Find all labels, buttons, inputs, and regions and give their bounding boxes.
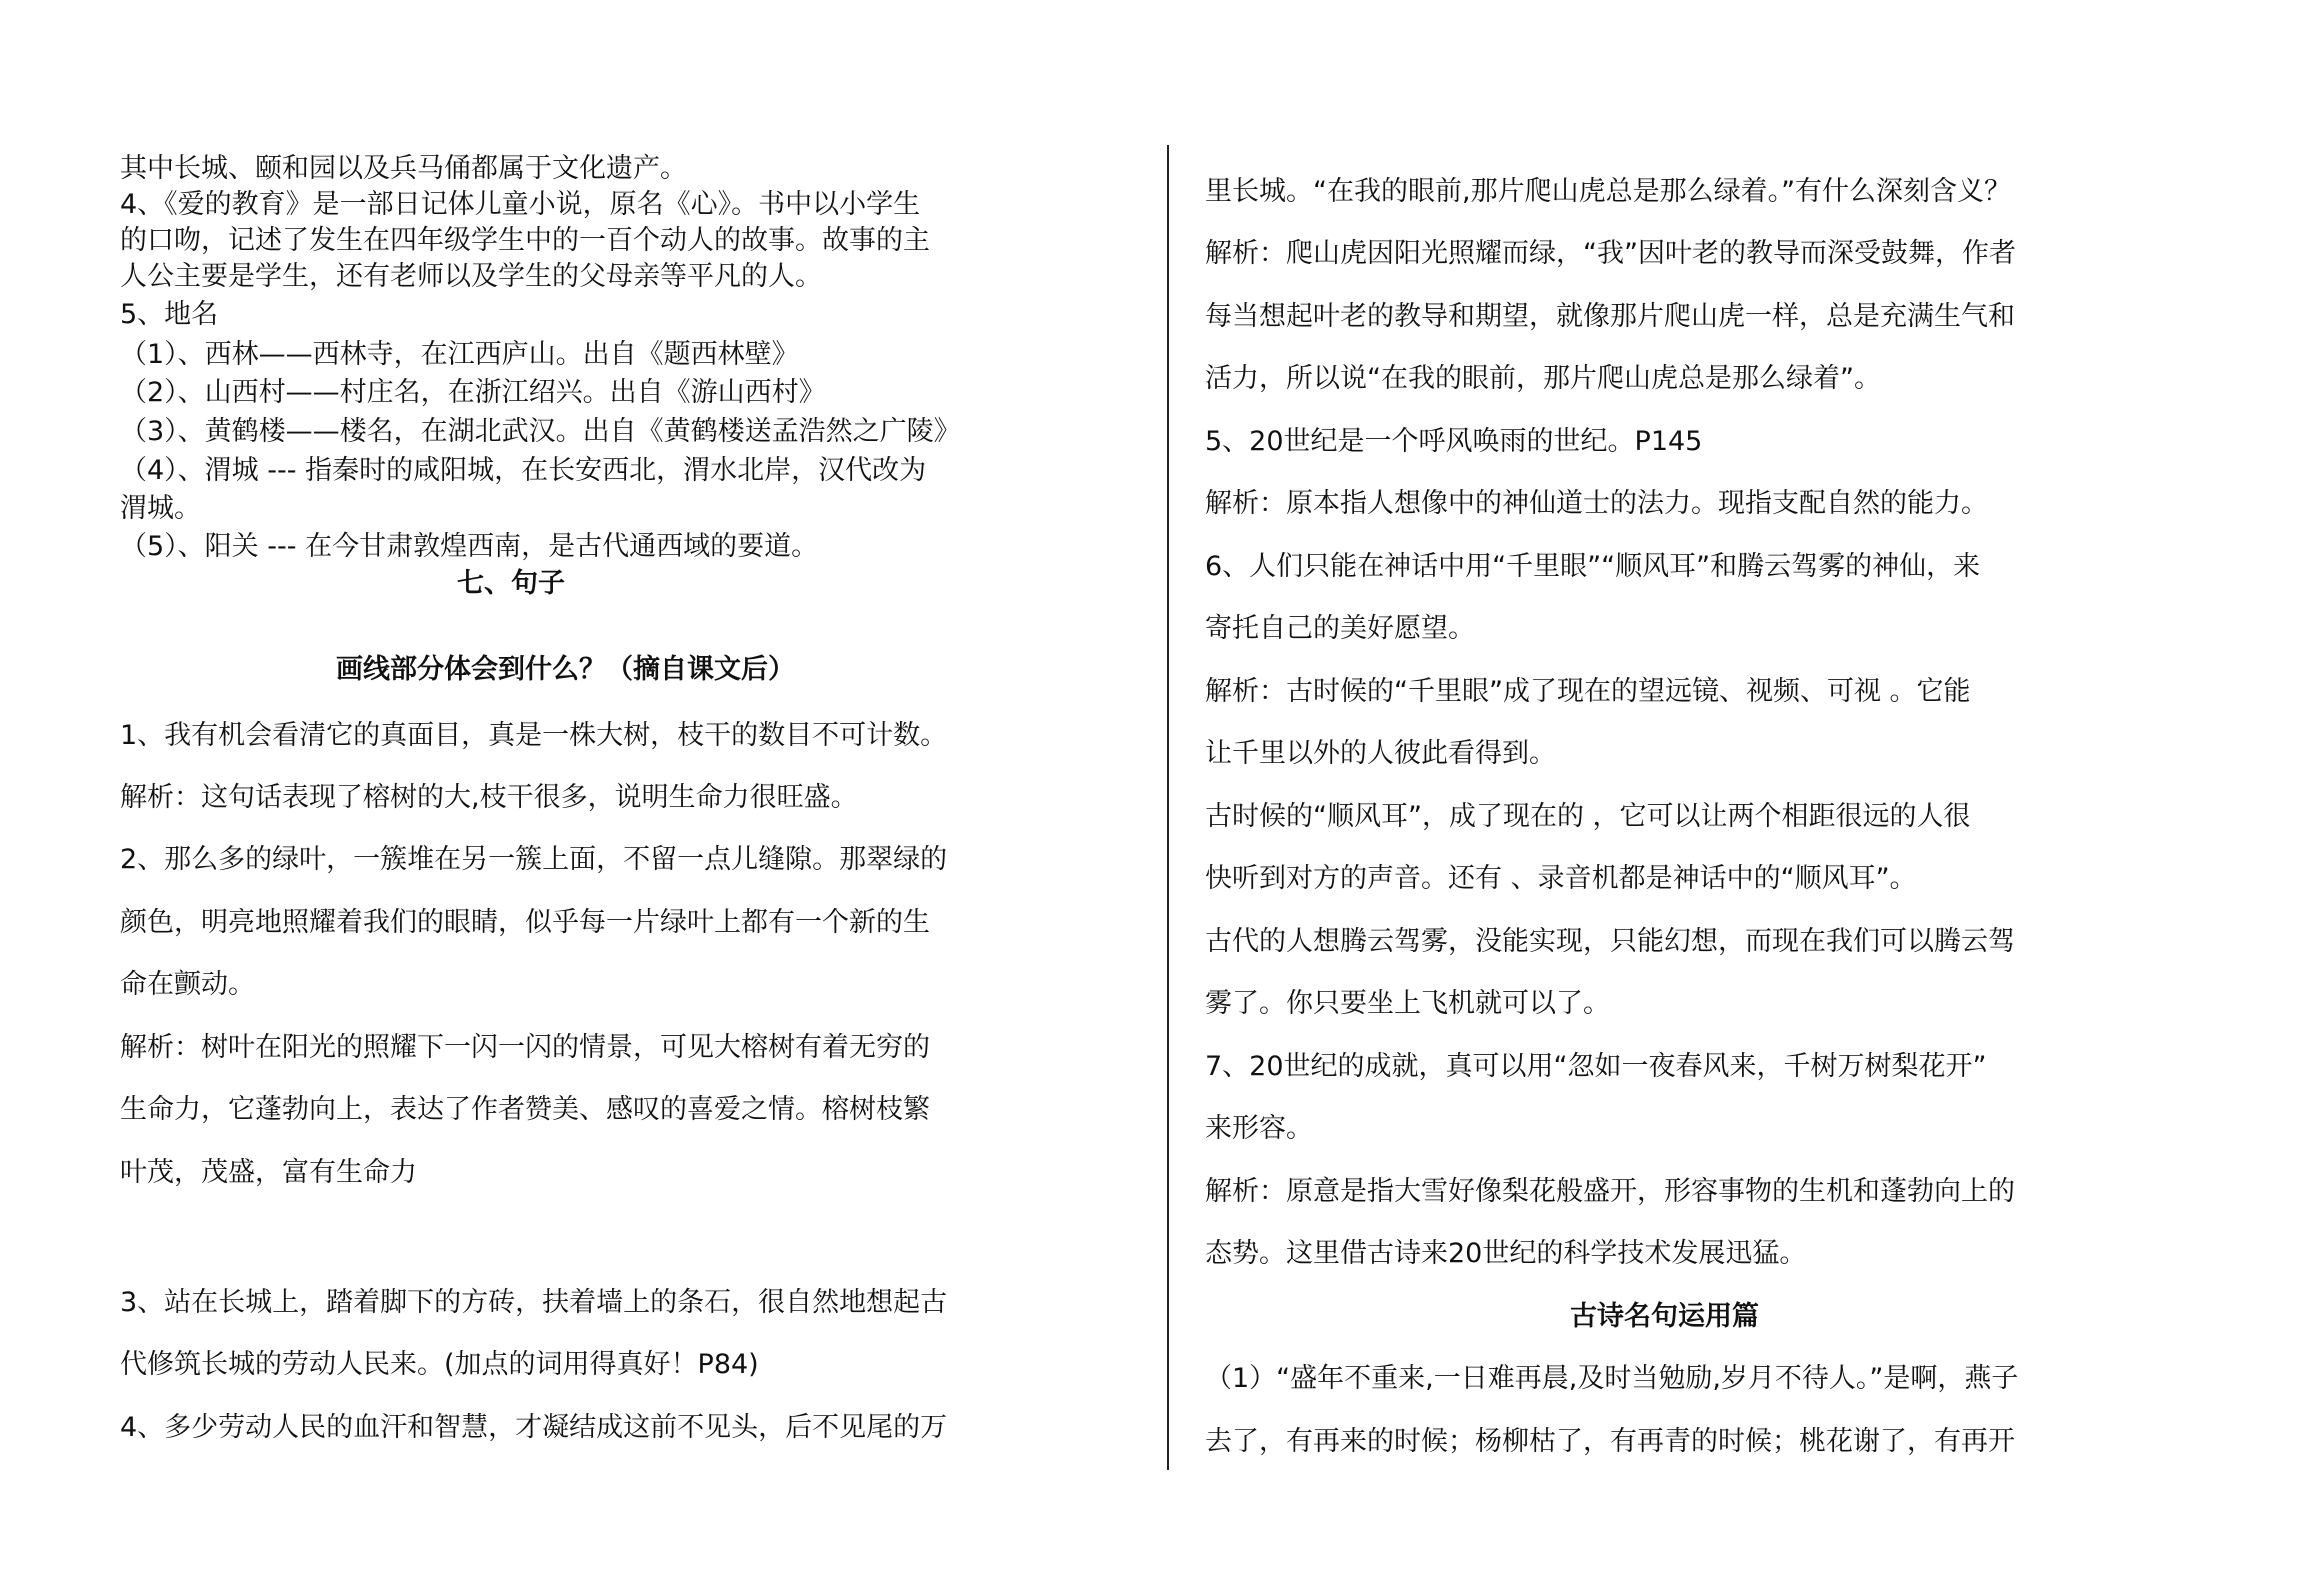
text-line: 古时候的“顺风耳”，成了现在的 ，它可以让两个相距很远的人很 bbox=[1205, 801, 1971, 832]
text-line: 2、那么多的绿叶，一簇堆在另一簇上面，不留一点儿缝隙。那翠绿的 bbox=[120, 844, 948, 875]
text-line: 颜色，明亮地照耀着我们的眼睛，似乎每一片绿叶上都有一个新的生 bbox=[120, 907, 930, 938]
text-line: 寄托自己的美好愿望。 bbox=[1205, 613, 1475, 644]
text-line: 5、20世纪是一个呼风唤雨的世纪。P145 bbox=[1205, 426, 1703, 457]
text-line: 命在颤动。 bbox=[120, 969, 255, 1000]
text-line: 叶茂，茂盛，富有生命力 bbox=[120, 1157, 417, 1188]
text-line: 代修筑长城的劳动人民来。(加点的词用得真好！P84) bbox=[120, 1349, 759, 1380]
text-line: 活力，所以说“在我的眼前，那片爬山虎总是那么绿着”。 bbox=[1205, 363, 1881, 394]
section-title: 七、句子 bbox=[457, 568, 565, 599]
text-line: 解析：原意是指大雪好像梨花般盛开，形容事物的生机和蓬勃向上的 bbox=[1205, 1176, 2015, 1207]
text-line: 雾了。你只要坐上飞机就可以了。 bbox=[1205, 988, 1610, 1019]
text-line: 6、人们只能在神话中用“千里眼”“顺风耳”和腾云驾雾的神仙，来 bbox=[1205, 551, 1981, 582]
text-line: 去了，有再来的时候；杨柳枯了，有再青的时候；桃花谢了，有再开 bbox=[1205, 1426, 2015, 1457]
text-line: （5）、阳关 --- 在今甘肃敦煌西南，是古代通西域的要道。 bbox=[120, 531, 819, 562]
section-subtitle: 画线部分体会到什么？（摘自课文后） bbox=[336, 654, 795, 685]
text-line: 4、多少劳动人民的血汗和智慧，才凝结成这前不见头，后不见尾的万 bbox=[120, 1412, 948, 1443]
text-line: （4）、渭城 --- 指秦时的咸阳城，在长安西北，渭水北岸，汉代改为 bbox=[120, 455, 927, 486]
section-title: 古诗名句运用篇 bbox=[1570, 1301, 1759, 1332]
text-line: 里长城。“在我的眼前,那片爬山虎总是那么绿着。”有什么深刻含义？ bbox=[1205, 176, 2012, 207]
text-line: 的口吻，记述了发生在四年级学生中的一百个动人的故事。故事的主 bbox=[120, 225, 930, 256]
text-line: 渭城。 bbox=[120, 493, 201, 524]
text-line: 其中长城、颐和园以及兵马俑都属于文化遗产。 bbox=[120, 153, 687, 184]
text-line: 生命力，它蓬勃向上，表达了作者赞美、感叹的喜爱之情。榕树枝繁 bbox=[120, 1094, 930, 1125]
text-line: 古代的人想腾云驾雾，没能实现，只能幻想，而现在我们可以腾云驾 bbox=[1205, 926, 2015, 957]
text-line: 4、《爱的教育》是一部日记体儿童小说，原名《心》。书中以小学生 bbox=[120, 189, 921, 220]
text-line: 解析：古时候的“千里眼”成了现在的望远镜、视频、可视 。它能 bbox=[1205, 676, 1971, 707]
text-line: 解析：树叶在阳光的照耀下一闪一闪的情景，可见大榕树有着无穷的 bbox=[120, 1032, 930, 1063]
text-line: 7、20世纪的成就，真可以用“忽如一夜春风来，千树万树梨花开” bbox=[1205, 1051, 1987, 1082]
text-line: 解析：原本指人想像中的神仙道士的法力。现指支配自然的能力。 bbox=[1205, 488, 1988, 519]
text-line: 3、站在长城上，踏着脚下的方砖，扶着墙上的条石，很自然地想起古 bbox=[120, 1287, 948, 1318]
text-line: 解析：爬山虎因阳光照耀而绿，“我”因叶老的教导而深受鼓舞，作者 bbox=[1205, 238, 2016, 269]
text-line: （1）、西林——西林寺，在江西庐山。出自《题西林壁》 bbox=[120, 339, 799, 370]
text-line: 5、地名 bbox=[120, 299, 219, 330]
text-line: 每当想起叶老的教导和期望，就像那片爬山虎一样，总是充满生气和 bbox=[1205, 301, 2015, 332]
text-line: （3）、黄鹤楼——楼名，在湖北武汉。出自《黄鹤楼送孟浩然之广陵》 bbox=[120, 416, 961, 447]
text-line: 快听到对方的声音。还有 、录音机都是神话中的“顺风耳”。 bbox=[1205, 863, 1917, 894]
text-line: 让千里以外的人彼此看得到。 bbox=[1205, 738, 1556, 769]
text-line: 来形容。 bbox=[1205, 1113, 1313, 1144]
column-divider bbox=[1167, 145, 1169, 1470]
text-line: 态势。这里借古诗来20世纪的科学技术发展迅猛。 bbox=[1205, 1238, 1807, 1269]
text-line: 解析：这句话表现了榕树的大,枝干很多，说明生命力很旺盛。 bbox=[120, 782, 858, 813]
text-line: 1、我有机会看清它的真面目，真是一株大树，枝干的数目不可计数。 bbox=[120, 720, 948, 751]
text-line: （2）、山西村——村庄名，在浙江绍兴。出自《游山西村》 bbox=[120, 377, 826, 408]
text-line: 人公主要是学生，还有老师以及学生的父母亲等平凡的人。 bbox=[120, 261, 822, 292]
text-line: （1）“盛年不重来,一日难再晨,及时当勉励,岁月不待人。”是啊，燕子 bbox=[1205, 1363, 2019, 1394]
